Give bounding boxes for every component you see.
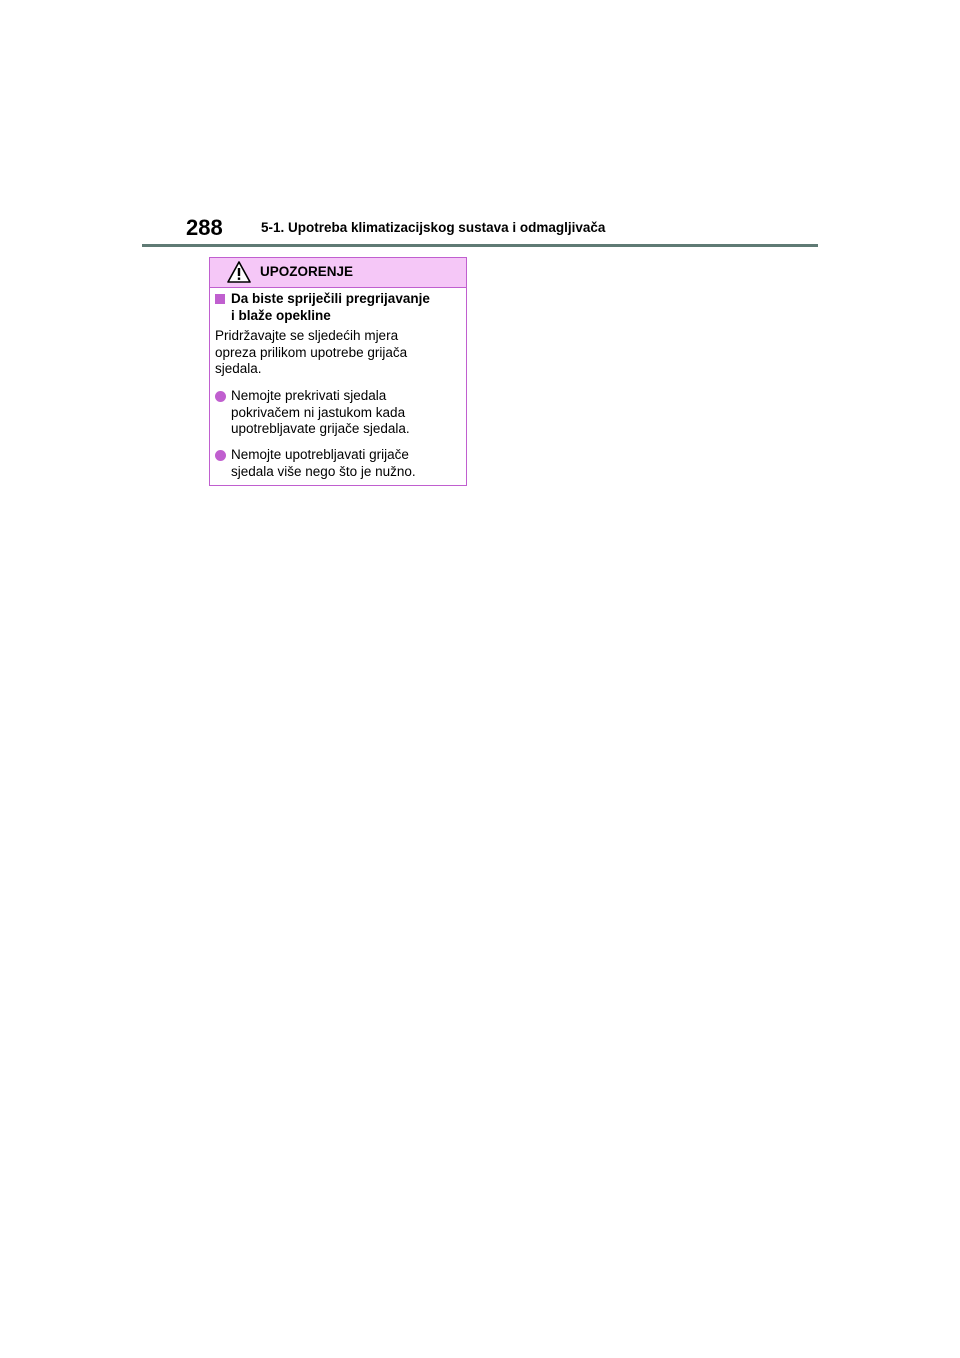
warning-intro [215,328,455,378]
subheading-text [231,290,463,324]
page-number: 288 [186,215,223,240]
header-rule [142,244,818,247]
square-bullet-icon [215,294,225,304]
subheading-line: i blaže opekline [231,308,331,323]
warning-title: UPOZORENJE [260,264,354,279]
intro-line: Pridržavajte se sljedećih mjera [215,328,399,343]
intro-line: sjedala. [215,361,262,376]
intro-line: opreza prilikom upotrebe grijača [215,344,408,360]
bullet-line: upotrebljavate grijače sjedala. [231,421,410,436]
subheading-line: Da biste spriječili pregrijavanje [231,291,430,306]
warning-header [210,258,466,288]
page-header [142,214,818,248]
bullet-line: sjedala više nego što je nužno. [231,463,416,479]
warning-box [209,257,467,486]
bullet-line: Nemojte upotrebljavati grijače [231,447,409,462]
warning-triangle-icon [227,261,251,283]
round-bullet-icon [215,450,226,461]
section-title: 5-1. Upotreba klimatizacijskog sustava i odmagljivača [261,220,606,235]
bullet-line: Nemojte prekrivati sjedala [231,388,387,403]
round-bullet-icon [215,391,226,402]
bullet-text [231,447,463,480]
bullet-line: pokrivačem ni jastukom kada [231,404,406,420]
bullet-text [231,388,463,438]
